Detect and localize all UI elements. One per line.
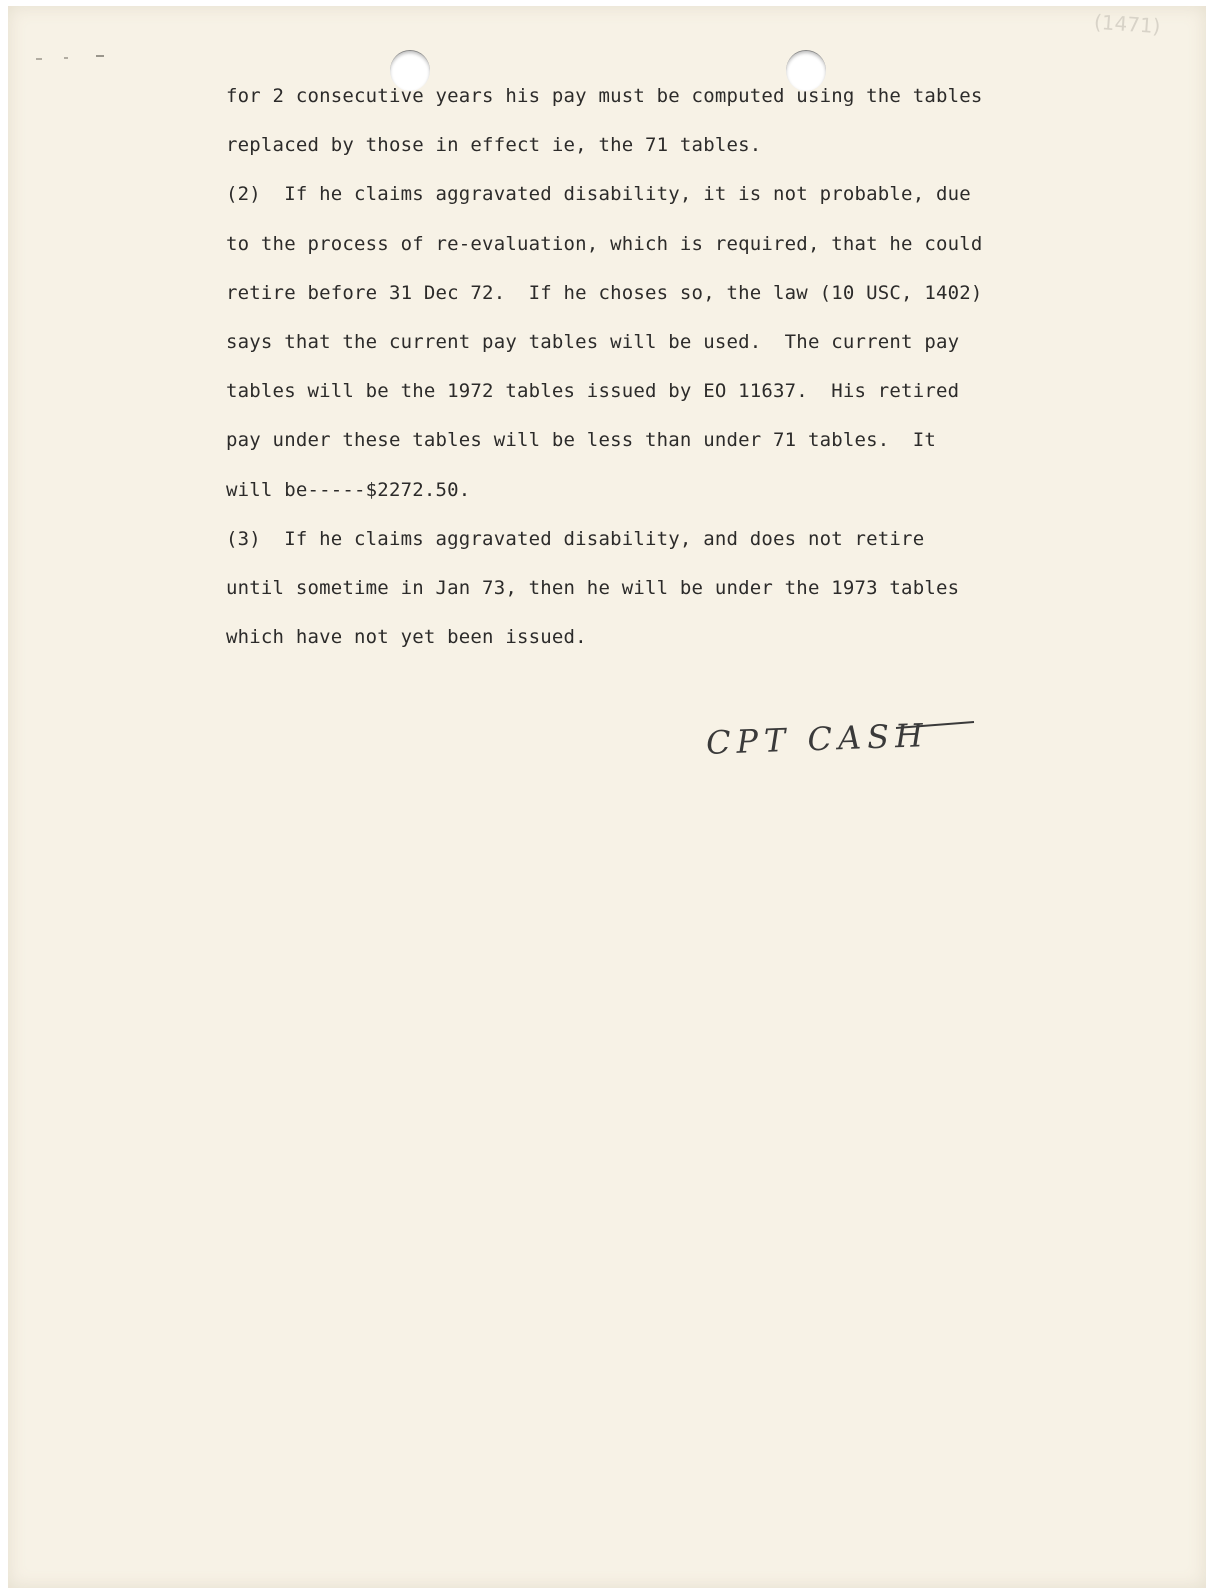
memo-line: (2) If he claims aggravated disability, it is not probable, due bbox=[226, 183, 971, 206]
corner-archive-mark: (1471) bbox=[1093, 9, 1162, 39]
memo-line: pay under these tables will be less than under 71 tables. It bbox=[226, 429, 936, 452]
memo-line: which have not yet been issued. bbox=[226, 626, 587, 649]
signature-text: CPT CASH bbox=[705, 716, 930, 762]
memo-line: tables will be the 1972 tables issued by EO 11637. His retired bbox=[226, 380, 960, 403]
memo-line: replaced by those in effect ie, the 71 tables. bbox=[226, 134, 762, 157]
memo-line: until sometime in Jan 73, then he will be under the 1973 tables bbox=[226, 577, 960, 600]
memo-body bbox=[226, 72, 1066, 662]
handwritten-signature bbox=[706, 700, 986, 790]
signature-stroke-icon bbox=[706, 700, 986, 790]
margin-dash-mark bbox=[36, 54, 106, 62]
memo-line: (3) If he claims aggravated disability, and does not retire bbox=[226, 527, 925, 550]
memo-line: to the process of re-evaluation, which is required, that he could bbox=[226, 232, 983, 255]
memo-line: retire before 31 Dec 72. If he choses so, the law (10 USC, 1402) bbox=[226, 281, 983, 304]
memo-line: for 2 consecutive years his pay must be computed using the tables bbox=[226, 85, 983, 107]
memo-line: will be-----$2272.50. bbox=[226, 478, 471, 501]
memo-line: says that the current pay tables will be used. The current pay bbox=[226, 331, 960, 354]
